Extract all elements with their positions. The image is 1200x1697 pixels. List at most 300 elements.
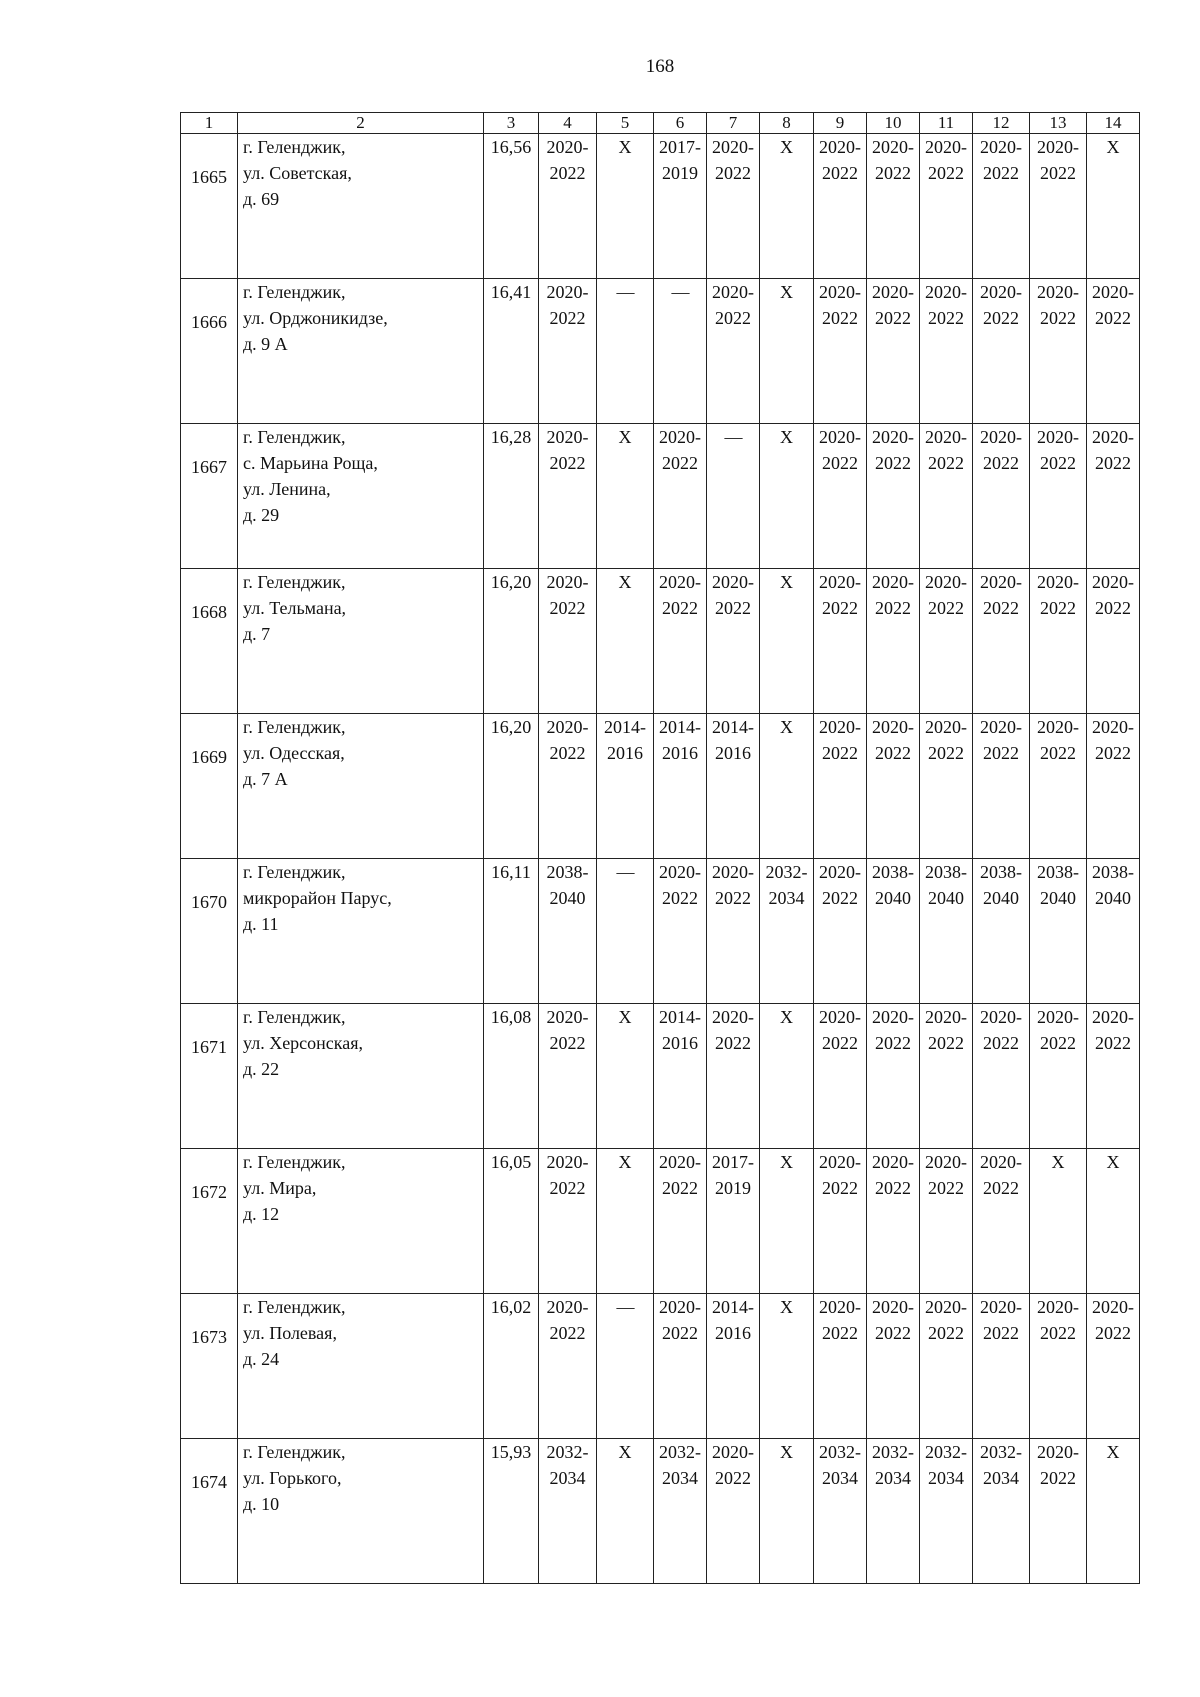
value-line: 2020- — [1037, 1007, 1079, 1027]
value-cell — [867, 714, 920, 859]
value-cell — [814, 134, 867, 279]
value-line: 2022 — [715, 1468, 751, 1488]
value-cell — [707, 1149, 760, 1294]
value-line: 2040 — [875, 888, 911, 908]
value-line: 2020- — [1037, 1442, 1079, 1462]
value-line: 2022 — [875, 308, 911, 328]
value-line: X — [780, 427, 793, 447]
value-line: 2020- — [546, 717, 589, 737]
value-cell — [760, 714, 814, 859]
table-row — [181, 569, 1140, 714]
value-line: 2022 — [549, 163, 586, 183]
value-line: 2022 — [928, 308, 964, 328]
address-line: д. 24 — [243, 1349, 280, 1369]
value-cell — [539, 714, 597, 859]
column-header-6: 6 — [654, 113, 707, 134]
value-line: 2040 — [1040, 888, 1076, 908]
value-cell — [1087, 859, 1140, 1004]
value-line: 2032- — [872, 1442, 914, 1462]
value-line: — — [671, 282, 689, 302]
table-row — [181, 1439, 1140, 1584]
table-row — [181, 1004, 1140, 1149]
value-cell — [654, 1004, 707, 1149]
value-line: 2020- — [659, 862, 701, 882]
value-cell — [973, 1004, 1030, 1149]
value-line: 2019 — [662, 163, 698, 183]
value-cell — [1087, 424, 1140, 569]
value-line: 2022 — [822, 888, 858, 908]
value-line: — — [616, 282, 634, 302]
value-line: 2020- — [712, 1442, 754, 1462]
value-line: X — [780, 717, 793, 737]
area-cell: 15,93 — [484, 1439, 539, 1584]
address-cell — [238, 1004, 484, 1149]
value-line: 2022 — [1040, 1323, 1076, 1343]
value-line: X — [780, 1007, 793, 1027]
value-line: 2022 — [875, 453, 911, 473]
address-line: ул. Мира, — [243, 1178, 317, 1198]
value-line: 2020- — [546, 137, 589, 157]
address-line: г. Геленджик, — [243, 1442, 346, 1462]
row-number: 1669 — [191, 747, 227, 767]
value-line: 2016 — [715, 743, 751, 763]
value-cell — [707, 424, 760, 569]
value-line: 2022 — [822, 1033, 858, 1053]
value-line: 2040 — [549, 888, 586, 908]
value-line: X — [618, 572, 632, 592]
area-cell: 16,05 — [484, 1149, 539, 1294]
address-line: д. 29 — [243, 505, 280, 525]
value-line: 2022 — [822, 598, 858, 618]
value-line: 2022 — [875, 598, 911, 618]
table-row — [181, 859, 1140, 1004]
table-row — [181, 424, 1140, 569]
value-line: 2020- — [925, 572, 967, 592]
value-line: 2014- — [712, 1297, 754, 1317]
value-line: 2020- — [925, 1152, 967, 1172]
value-line: X — [618, 1442, 632, 1462]
value-cell — [654, 424, 707, 569]
row-number-cell — [181, 134, 238, 279]
value-line: 2022 — [983, 743, 1019, 763]
value-cell — [539, 569, 597, 714]
value-line: 2034 — [928, 1468, 964, 1488]
value-cell — [707, 1004, 760, 1149]
value-cell — [760, 134, 814, 279]
value-line: 2022 — [1040, 598, 1076, 618]
value-line: 2020- — [872, 137, 914, 157]
value-line: 2020- — [980, 427, 1022, 447]
address-line: ул. Горького, — [243, 1468, 342, 1488]
value-cell — [597, 714, 654, 859]
value-line: X — [1106, 1152, 1120, 1172]
value-cell — [654, 569, 707, 714]
value-cell — [920, 279, 973, 424]
value-line: 2022 — [875, 163, 911, 183]
address-line: д. 9 А — [243, 334, 288, 354]
value-cell — [707, 1294, 760, 1439]
value-cell — [760, 859, 814, 1004]
value-line: 2020- — [872, 1152, 914, 1172]
address-line: г. Геленджик, — [243, 137, 346, 157]
value-line: 2038- — [925, 862, 967, 882]
address-line: д. 7 А — [243, 769, 288, 789]
value-line: 2022 — [662, 1323, 698, 1343]
address-line: ул. Одесская, — [243, 743, 345, 763]
value-cell — [814, 569, 867, 714]
value-cell — [1030, 1004, 1087, 1149]
address-line: д. 12 — [243, 1204, 280, 1224]
value-line: 2022 — [1040, 1468, 1076, 1488]
value-cell — [654, 134, 707, 279]
value-cell — [597, 1439, 654, 1584]
value-line: 2032- — [546, 1442, 589, 1462]
value-cell — [707, 859, 760, 1004]
value-line: 2022 — [928, 163, 964, 183]
value-cell — [973, 714, 1030, 859]
address-line: г. Геленджик, — [243, 717, 346, 737]
value-line: 2016 — [662, 1033, 698, 1053]
address-line: ул. Тельмана, — [243, 598, 347, 618]
address-line: д. 10 — [243, 1494, 280, 1514]
value-line: 2022 — [822, 308, 858, 328]
value-line: 2038- — [1037, 862, 1079, 882]
header-row — [181, 113, 1140, 134]
value-cell — [707, 714, 760, 859]
address-line: ул. Херсонская, — [243, 1033, 364, 1053]
value-cell — [814, 714, 867, 859]
value-line: 2022 — [1095, 308, 1131, 328]
value-line: 2022 — [983, 1323, 1019, 1343]
value-cell — [760, 1294, 814, 1439]
value-line: 2020- — [925, 427, 967, 447]
value-cell — [1087, 714, 1140, 859]
value-line: 2022 — [983, 453, 1019, 473]
area-cell: 16,02 — [484, 1294, 539, 1439]
value-cell — [867, 569, 920, 714]
row-number: 1671 — [191, 1037, 227, 1057]
value-cell — [920, 1294, 973, 1439]
value-line: X — [618, 1152, 632, 1172]
value-line: X — [780, 282, 793, 302]
value-cell — [867, 1149, 920, 1294]
value-line: 2020- — [980, 137, 1022, 157]
value-line: 2022 — [983, 598, 1019, 618]
value-line: 2020- — [819, 1297, 861, 1317]
value-cell — [1087, 279, 1140, 424]
value-line: 2019 — [715, 1178, 751, 1198]
table-row — [181, 134, 1140, 279]
value-line: 2022 — [1040, 163, 1076, 183]
address-cell — [238, 1439, 484, 1584]
address-line: г. Геленджик, — [243, 427, 346, 447]
row-number: 1667 — [191, 457, 227, 477]
value-line: 2034 — [768, 888, 805, 908]
value-line: 2022 — [715, 163, 751, 183]
row-number-cell — [181, 859, 238, 1004]
table-row — [181, 1294, 1140, 1439]
value-cell — [920, 424, 973, 569]
value-line: 2038- — [980, 862, 1022, 882]
value-line: 2022 — [822, 743, 858, 763]
value-line: 2034 — [983, 1468, 1019, 1488]
value-line: 2022 — [662, 598, 698, 618]
value-cell — [1087, 1149, 1140, 1294]
value-cell — [654, 1294, 707, 1439]
value-line: 2022 — [549, 598, 586, 618]
value-cell — [920, 859, 973, 1004]
row-number-cell — [181, 1004, 238, 1149]
area-cell: 16,11 — [484, 859, 539, 1004]
value-line: 2022 — [662, 453, 698, 473]
value-line: X — [780, 572, 793, 592]
value-line: 2032- — [659, 1442, 701, 1462]
value-line: 2034 — [662, 1468, 698, 1488]
address-cell — [238, 279, 484, 424]
column-header-1: 1 — [181, 113, 238, 134]
value-line: 2020- — [872, 717, 914, 737]
value-cell — [1030, 1439, 1087, 1584]
value-line: 2022 — [928, 1323, 964, 1343]
row-number: 1672 — [191, 1182, 227, 1202]
value-line: 2020- — [712, 137, 754, 157]
area-cell: 16,20 — [484, 714, 539, 859]
address-cell — [238, 424, 484, 569]
address-line: г. Геленджик, — [243, 282, 346, 302]
address-line: г. Геленджик, — [243, 862, 346, 882]
value-line: 2020- — [712, 282, 754, 302]
value-line: X — [1106, 1442, 1120, 1462]
address-line: ул. Ленина, — [243, 479, 331, 499]
value-line: X — [618, 137, 632, 157]
address-line: г. Геленджик, — [243, 572, 346, 592]
row-number: 1670 — [191, 892, 227, 912]
value-line: X — [780, 1297, 793, 1317]
value-line: 2020- — [872, 572, 914, 592]
column-header-13: 13 — [1030, 113, 1087, 134]
value-line: X — [780, 137, 793, 157]
value-line: 2020- — [546, 282, 589, 302]
value-cell — [654, 279, 707, 424]
value-line: 2022 — [1040, 1033, 1076, 1053]
column-header-8: 8 — [760, 113, 814, 134]
value-cell — [597, 279, 654, 424]
value-cell — [539, 1004, 597, 1149]
value-line: 2040 — [983, 888, 1019, 908]
value-line: 2020- — [546, 572, 589, 592]
value-line: 2020- — [980, 572, 1022, 592]
address-line: д. 22 — [243, 1059, 280, 1079]
value-cell — [973, 1149, 1030, 1294]
value-line: 2022 — [822, 453, 858, 473]
value-cell — [1030, 569, 1087, 714]
column-header-3: 3 — [484, 113, 539, 134]
area-cell: 16,28 — [484, 424, 539, 569]
value-line: 2020- — [872, 1297, 914, 1317]
row-number-cell — [181, 1294, 238, 1439]
value-line: 2020- — [872, 1007, 914, 1027]
value-line: 2020- — [819, 1152, 861, 1172]
value-line: 2022 — [662, 1178, 698, 1198]
value-cell — [814, 1294, 867, 1439]
row-number: 1668 — [191, 602, 227, 622]
page-number: 168 — [645, 56, 675, 77]
value-line: 2020- — [819, 862, 861, 882]
value-line: 2020- — [819, 427, 861, 447]
value-line: 2022 — [549, 1178, 586, 1198]
value-line: 2022 — [928, 453, 964, 473]
row-number: 1673 — [191, 1327, 227, 1347]
value-line: 2020- — [1092, 717, 1134, 737]
area-cell: 16,56 — [484, 134, 539, 279]
value-line: 2022 — [983, 1033, 1019, 1053]
value-cell — [597, 1294, 654, 1439]
value-line: 2022 — [662, 888, 698, 908]
value-cell — [814, 1149, 867, 1294]
address-cell — [238, 1294, 484, 1439]
value-line: 2020- — [659, 572, 701, 592]
value-line: 2022 — [549, 743, 586, 763]
value-line: 2020- — [980, 1297, 1022, 1317]
value-line: 2022 — [549, 308, 586, 328]
value-line: 2022 — [822, 1323, 858, 1343]
value-cell — [539, 1439, 597, 1584]
row-number-cell — [181, 714, 238, 859]
value-line: X — [1051, 1152, 1065, 1172]
value-line: 2020- — [925, 1007, 967, 1027]
value-cell — [760, 1439, 814, 1584]
value-cell — [1030, 134, 1087, 279]
table-row — [181, 1149, 1140, 1294]
value-cell — [920, 1439, 973, 1584]
value-line: 2020- — [1092, 572, 1134, 592]
value-line: 2032- — [980, 1442, 1022, 1462]
value-cell — [597, 569, 654, 714]
value-line: 2020- — [1092, 1297, 1134, 1317]
value-line: 2034 — [875, 1468, 911, 1488]
value-cell — [760, 1004, 814, 1149]
address-line: ул. Советская, — [243, 163, 352, 183]
value-cell — [920, 1149, 973, 1294]
value-line: 2020- — [1092, 1007, 1134, 1027]
value-line: — — [616, 862, 634, 882]
value-cell — [539, 424, 597, 569]
value-cell — [1087, 1004, 1140, 1149]
value-line: 2022 — [549, 1323, 586, 1343]
address-line: микрорайон Парус, — [243, 888, 392, 908]
value-line: 2022 — [715, 888, 751, 908]
table-row — [181, 714, 1140, 859]
value-line: 2022 — [928, 1178, 964, 1198]
value-cell — [1087, 1439, 1140, 1584]
value-line: 2032- — [765, 862, 808, 882]
row-number-cell — [181, 424, 238, 569]
value-line: 2022 — [983, 308, 1019, 328]
value-cell — [920, 134, 973, 279]
value-line: 2020- — [1092, 282, 1134, 302]
value-cell — [973, 1294, 1030, 1439]
value-cell — [654, 1149, 707, 1294]
value-cell — [814, 279, 867, 424]
value-line: 2020- — [546, 1152, 589, 1172]
value-line: 2020- — [925, 1297, 967, 1317]
value-line: 2020- — [925, 137, 967, 157]
value-line: 2022 — [983, 163, 1019, 183]
value-line: 2016 — [715, 1323, 751, 1343]
value-line: 2016 — [607, 743, 643, 763]
value-line: 2016 — [662, 743, 698, 763]
value-line: 2020- — [819, 572, 861, 592]
value-cell — [1087, 134, 1140, 279]
value-line: — — [724, 427, 742, 447]
value-cell — [539, 859, 597, 1004]
value-line: 2022 — [549, 1033, 586, 1053]
value-line: 2014- — [712, 717, 754, 737]
value-line: 2020- — [980, 1007, 1022, 1027]
value-line: 2020- — [1037, 282, 1079, 302]
row-number-cell — [181, 1149, 238, 1294]
value-line: 2038- — [1092, 862, 1134, 882]
column-header-5: 5 — [597, 113, 654, 134]
value-line: 2034 — [822, 1468, 858, 1488]
value-cell — [973, 859, 1030, 1004]
value-line: 2020- — [546, 1007, 589, 1027]
address-cell — [238, 1149, 484, 1294]
value-line: X — [780, 1152, 793, 1172]
row-number-cell — [181, 279, 238, 424]
value-cell — [707, 134, 760, 279]
value-line: 2020- — [925, 717, 967, 737]
value-line: 2020- — [1037, 1297, 1079, 1317]
value-cell — [867, 134, 920, 279]
address-line: ул. Орджоникидзе, — [243, 308, 388, 328]
value-line: 2022 — [928, 1033, 964, 1053]
column-header-9: 9 — [814, 113, 867, 134]
value-cell — [867, 1439, 920, 1584]
value-cell — [1030, 714, 1087, 859]
value-line: 2022 — [1040, 743, 1076, 763]
value-line: 2038- — [872, 862, 914, 882]
value-cell — [867, 279, 920, 424]
address-line: г. Геленджик, — [243, 1007, 346, 1027]
row-number: 1666 — [191, 312, 227, 332]
value-line: 2022 — [1040, 453, 1076, 473]
value-line: 2020- — [980, 282, 1022, 302]
value-line: 2020- — [980, 717, 1022, 737]
column-header-4: 4 — [539, 113, 597, 134]
value-line: 2020- — [712, 862, 754, 882]
value-line: 2034 — [549, 1468, 586, 1488]
address-line: д. 7 — [243, 624, 271, 644]
value-cell — [760, 424, 814, 569]
value-cell — [1030, 1149, 1087, 1294]
row-number: 1674 — [191, 1472, 227, 1492]
value-line: 2022 — [549, 453, 586, 473]
value-cell — [920, 1004, 973, 1149]
address-line: д. 11 — [243, 914, 279, 934]
value-cell — [814, 1004, 867, 1149]
value-line: X — [780, 1442, 793, 1462]
value-line: 2020- — [712, 572, 754, 592]
value-line: — — [616, 1297, 634, 1317]
address-cell — [238, 714, 484, 859]
value-line: 2022 — [875, 743, 911, 763]
value-cell — [814, 859, 867, 1004]
value-cell — [597, 1004, 654, 1149]
address-line: г. Геленджик, — [243, 1297, 346, 1317]
column-header-2: 2 — [238, 113, 484, 134]
value-line: 2014- — [659, 1007, 701, 1027]
